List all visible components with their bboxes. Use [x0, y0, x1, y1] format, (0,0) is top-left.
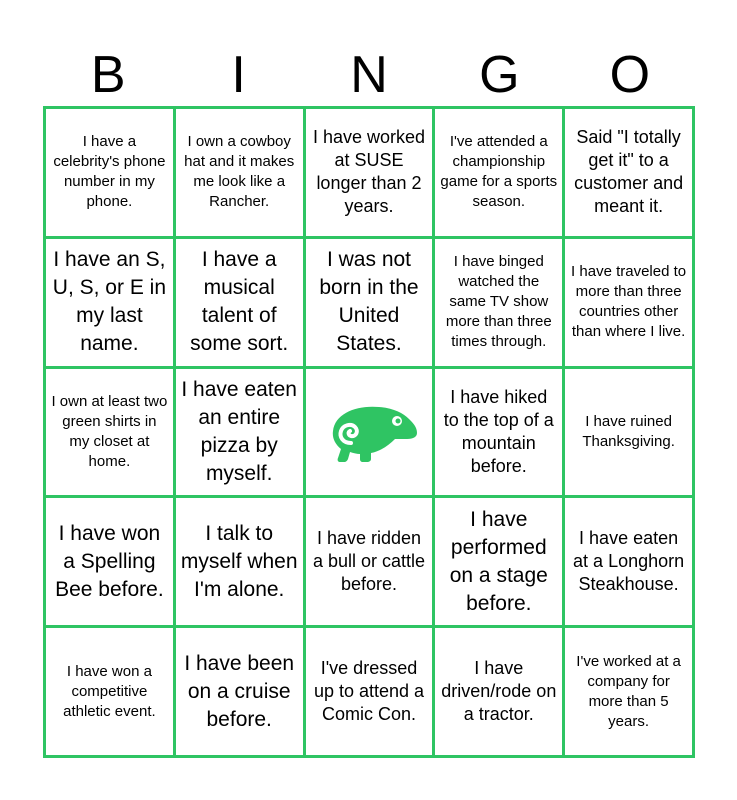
bingo-cell[interactable]: [565, 498, 692, 625]
cell-text: I've attended a championship game for a sports season.: [440, 133, 558, 211]
bingo-cell[interactable]: [565, 369, 692, 496]
cell-text: I talk to myself when I'm alone.: [180, 521, 298, 601]
free-space-cell[interactable]: [306, 369, 433, 496]
cell-text: I have an S, U, S, or E in my last name.: [52, 248, 166, 356]
cell-text: I have been on a cruise before.: [184, 651, 295, 731]
cell-text: I have driven/rode on a tractor.: [441, 658, 557, 725]
header-letter-g: G: [479, 46, 520, 104]
bingo-cell[interactable]: [565, 239, 692, 366]
bingo-cell[interactable]: [435, 239, 562, 366]
header-letter-i: I: [231, 46, 246, 104]
cell-text: Said "I totally get it" to a customer and meant it.: [574, 127, 684, 217]
bingo-cell[interactable]: [176, 239, 303, 366]
bingo-board: [43, 106, 695, 758]
cell-text: I've worked at a company for more than 5 years.: [576, 652, 681, 730]
bingo-cell[interactable]: [46, 109, 173, 236]
bingo-cell[interactable]: [46, 498, 173, 625]
cell-text: I have traveled to more than three countries other than where I live.: [571, 263, 687, 341]
bingo-cell[interactable]: [435, 109, 562, 236]
cell-text: I have eaten an entire pizza by myself.: [181, 377, 297, 485]
cell-text: I've dressed up to attend a Comic Con.: [313, 658, 425, 725]
cell-text: I have ridden a bull or cattle before.: [312, 528, 426, 595]
bingo-cell[interactable]: [435, 628, 562, 755]
cell-text: I have won a Spelling Bee before.: [55, 521, 164, 601]
bingo-cell[interactable]: [565, 628, 692, 755]
bingo-cell[interactable]: [176, 109, 303, 236]
bingo-cell[interactable]: [435, 498, 562, 625]
cell-text: I own at least two green shirts in my closet at home.: [51, 392, 168, 470]
header-letter-b: B: [90, 46, 126, 104]
cell-text: I was not born in the United States.: [319, 248, 419, 356]
bingo-cell[interactable]: [176, 369, 303, 496]
bingo-cell[interactable]: [306, 109, 433, 236]
bingo-cell[interactable]: [306, 498, 433, 625]
cell-text: I have performed on a stage before.: [449, 507, 548, 615]
cell-text: I have ruined Thanksgiving.: [582, 412, 675, 450]
bingo-cell[interactable]: [46, 239, 173, 366]
bingo-cell[interactable]: [176, 628, 303, 755]
cell-text: I have a celebrity's phone number in my phone.: [53, 133, 166, 211]
cell-text: I own a cowboy hat and it makes me look like a Rancher.: [184, 133, 295, 211]
bingo-cell[interactable]: [306, 628, 433, 755]
cell-text: I have hiked to the top of a mountain before.: [443, 386, 554, 476]
cell-text: I have eaten at a Longhorn Steakhouse.: [573, 528, 685, 595]
cell-text: I have worked at SUSE longer than 2 years.: [312, 127, 426, 217]
bingo-header: [43, 46, 695, 104]
header-letter-n: N: [350, 46, 388, 104]
cell-text: I have binged watched the same TV show more than three times through.: [445, 253, 552, 351]
cell-text: I have a musical talent of some sort.: [190, 248, 289, 356]
bingo-cell[interactable]: [435, 369, 562, 496]
bingo-cell[interactable]: [306, 239, 433, 366]
bingo-cell[interactable]: [46, 628, 173, 755]
bingo-cell[interactable]: [565, 109, 692, 236]
bingo-cell[interactable]: [176, 498, 303, 625]
cell-text: I have won a competitive athletic event.: [63, 662, 156, 720]
chameleon-logo-icon: [313, 397, 425, 467]
header-letter-o: O: [609, 46, 651, 104]
bingo-cell[interactable]: [46, 369, 173, 496]
